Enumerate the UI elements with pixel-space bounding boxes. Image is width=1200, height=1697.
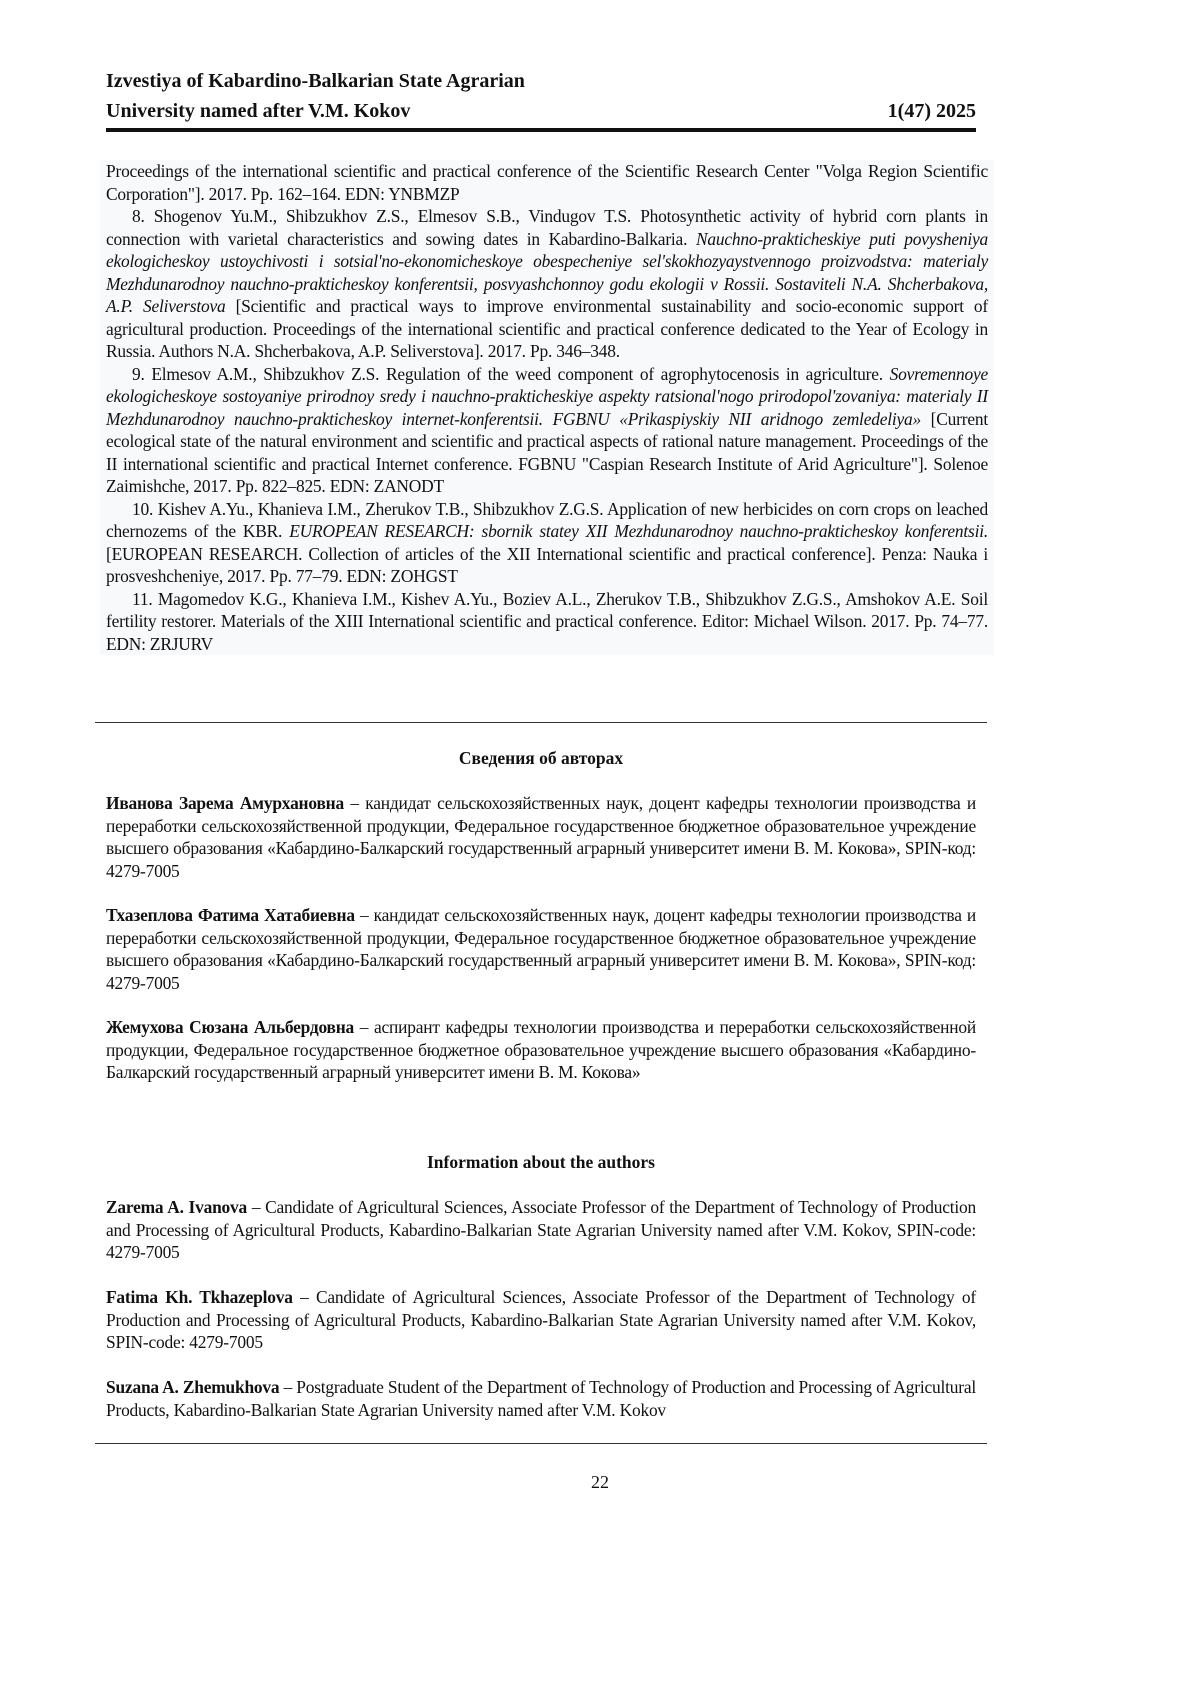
reference-text: 9. Elmesov A.M., Shibzukhov Z.S. Regulation of the weed component of agrophytocenosis in agriculture. bbox=[132, 364, 890, 384]
ru-author-2 bbox=[106, 904, 976, 994]
reference-source-italic: Sovremennoye ekologicheskoye sostoyaniye prirodnoy sredy i nauchno-prakticheskiye aspekty ratsional'nogo prirodopol'zovaniya: materialy II Mezhdunarodnoy nauchno-prakticheskoy internet-konferentsii. FGBNU «Prikaspiyskiy NII aridnogo zemledeliya» bbox=[106, 364, 988, 429]
journal-title-line2: University named after V.M. Kokov bbox=[106, 96, 410, 126]
reference-source-italic: EUROPEAN RESEARCH: sbornik statey XII Mezhdunarodnoy nauchno-prakticheskoy konferentsii. bbox=[289, 521, 988, 541]
reference-item bbox=[106, 498, 988, 588]
author-name: Тхазеплова Фатима Хатабиевна bbox=[106, 905, 355, 925]
reference-text: Proceedings of the international scientific and practical conference of the Scientific Research Center "Volga Region Scientific Corporation"]. 2017. Pp. 162–164. EDN: YNBMZP bbox=[106, 161, 988, 204]
author-name: Fatima Kh. Tkhazeplova bbox=[106, 1287, 293, 1307]
author-name: Suzana A. Zhemukhova bbox=[106, 1377, 279, 1397]
ru-author-1 bbox=[106, 792, 976, 882]
author-info: – Candidate of Agricultural Sciences, Associate Professor of the Department of Technology of Production and Processing of Agricultural Products, Kabardino-Balkarian State Agrarian University named after V.M. Kokov, SPIN-code: 4279-7005 bbox=[106, 1287, 976, 1352]
reference-item bbox=[106, 363, 988, 498]
reference-text: 11. Magomedov K.G., Khanieva I.M., Kishev A.Yu., Boziev A.L., Zherukov T.B., Shibzukhov Z.G.S., Amshokov A.E. Soil fertility restorer. Materials of the XIII International scientific and practical conference. Editor: Michael Wilson. 2017. Pp. 74–77. EDN: ZRJURV bbox=[106, 589, 988, 654]
reference-text: [EUROPEAN RESEARCH. Collection of articles of the XII International scientific and practical conference]. Penza: Nauka i prosveshcheniye, 2017. Pp. 77–79. EDN: ZOHGST bbox=[106, 544, 988, 587]
reference-source-italic: Nauchno-prakticheskiye puti povysheniya ekologicheskoy ustoychivosti i sotsial'no-ekonomicheskoye obespecheniye sel'skokhozyaystvennogo proizvodstva: materialy Mezhdunarodnoy nauchno-prakticheskoy konferentsii, posvyashchonnoy godu ekologii v Rossii. Sostaviteli N.A. Shcherbakova, A.P. Seliverstova bbox=[106, 229, 988, 317]
author-info: – Candidate of Agricultural Sciences, Associate Professor of the Department of Technology of Production and Processing of Agricultural Products, Kabardino-Balkarian State Agrarian University named after V.M. Kokov, SPIN-code: 4279-7005 bbox=[106, 1197, 976, 1262]
running-header bbox=[106, 66, 976, 126]
page-number: 22 bbox=[0, 1472, 1200, 1493]
author-info: – кандидат сельскохозяйственных наук, доцент кафедры технологии производства и переработки сельскохозяйственной продукции, Федеральное государственное бюджетное образовательное учреждение высшего образования «Кабардино-Балкарский государственный аграрный университет имени В. М. Кокова», SPIN-код: 4279-7005 bbox=[106, 793, 976, 881]
en-authors-heading: Information about the authors bbox=[106, 1152, 976, 1173]
journal-title-line1: Izvestiya of Kabardino-Balkarian State Agrarian bbox=[106, 66, 976, 96]
author-name: Жемухова Сюзана Альбердовна bbox=[106, 1017, 354, 1037]
en-author-2 bbox=[106, 1286, 976, 1354]
en-author-1 bbox=[106, 1196, 976, 1264]
author-name: Иванова Зарема Амурхановна bbox=[106, 793, 344, 813]
references-list bbox=[100, 160, 994, 655]
section-divider bbox=[95, 722, 987, 723]
issue-number: 1(47) 2025 bbox=[888, 96, 976, 126]
author-name: Zarema A. Ivanova bbox=[106, 1197, 247, 1217]
reference-item bbox=[106, 160, 988, 205]
header-rule bbox=[106, 128, 976, 132]
reference-text: 8. Shogenov Yu.M., Shibzukhov Z.S., Elmesov S.B., Vindugov T.S. Photosynthetic activity of hybrid corn plants in connection with varietal characteristics and sowing dates in Kabardino-Balkaria. bbox=[106, 206, 988, 249]
en-author-3 bbox=[106, 1376, 976, 1421]
ru-author-3 bbox=[106, 1016, 976, 1084]
reference-item bbox=[106, 205, 988, 363]
reference-text: [Scientific and practical ways to improve environmental sustainability and socio-economic support of agricultural production. Proceedings of the international scientific and practical conference dedicated to the Year of Ecology in Russia. Authors N.A. Shcherbakova, A.P. Seliverstova]. 2017. Pp. 346–348. bbox=[106, 296, 988, 361]
reference-text: [Current ecological state of the natural environment and scientific and practical aspects of rational nature management. Proceedings of the II international scientific and practical Internet conference. FGBNU "Caspian Research Institute of Arid Agriculture"]. Solenoe Zaimishche, 2017. Pp. 822–825. EDN: ZANODT bbox=[106, 409, 988, 497]
footer-rule bbox=[95, 1443, 987, 1444]
author-info: – аспирант кафедры технологии производства и переработки сельскохозяйственной продукции, Федеральное государственное бюджетное образовательное учреждение высшего образования «Кабардино-Балкарский государственный аграрный университет имени В. М. Кокова» bbox=[106, 1017, 976, 1082]
reference-text: 10. Kishev A.Yu., Khanieva I.M., Zherukov T.B., Shibzukhov Z.G.S. Application of new herbicides on corn crops on leached chernozems of the KBR. bbox=[106, 499, 988, 542]
reference-item bbox=[106, 588, 988, 656]
ru-authors-heading: Сведения об авторах bbox=[106, 748, 976, 769]
author-info: – кандидат сельскохозяйственных наук, доцент кафедры технологии производства и переработки сельскохозяйственной продукции, Федеральное государственное бюджетное образовательное учреждение высшего образования «Кабардино-Балкарский государственный аграрный университет имени В. М. Кокова», SPIN-код: 4279-7005 bbox=[106, 905, 976, 993]
author-info: – Postgraduate Student of the Department of Technology of Production and Processing of Agricultural Products, Kabardino-Balkarian State Agrarian University named after V.M. Kokov bbox=[106, 1377, 976, 1420]
